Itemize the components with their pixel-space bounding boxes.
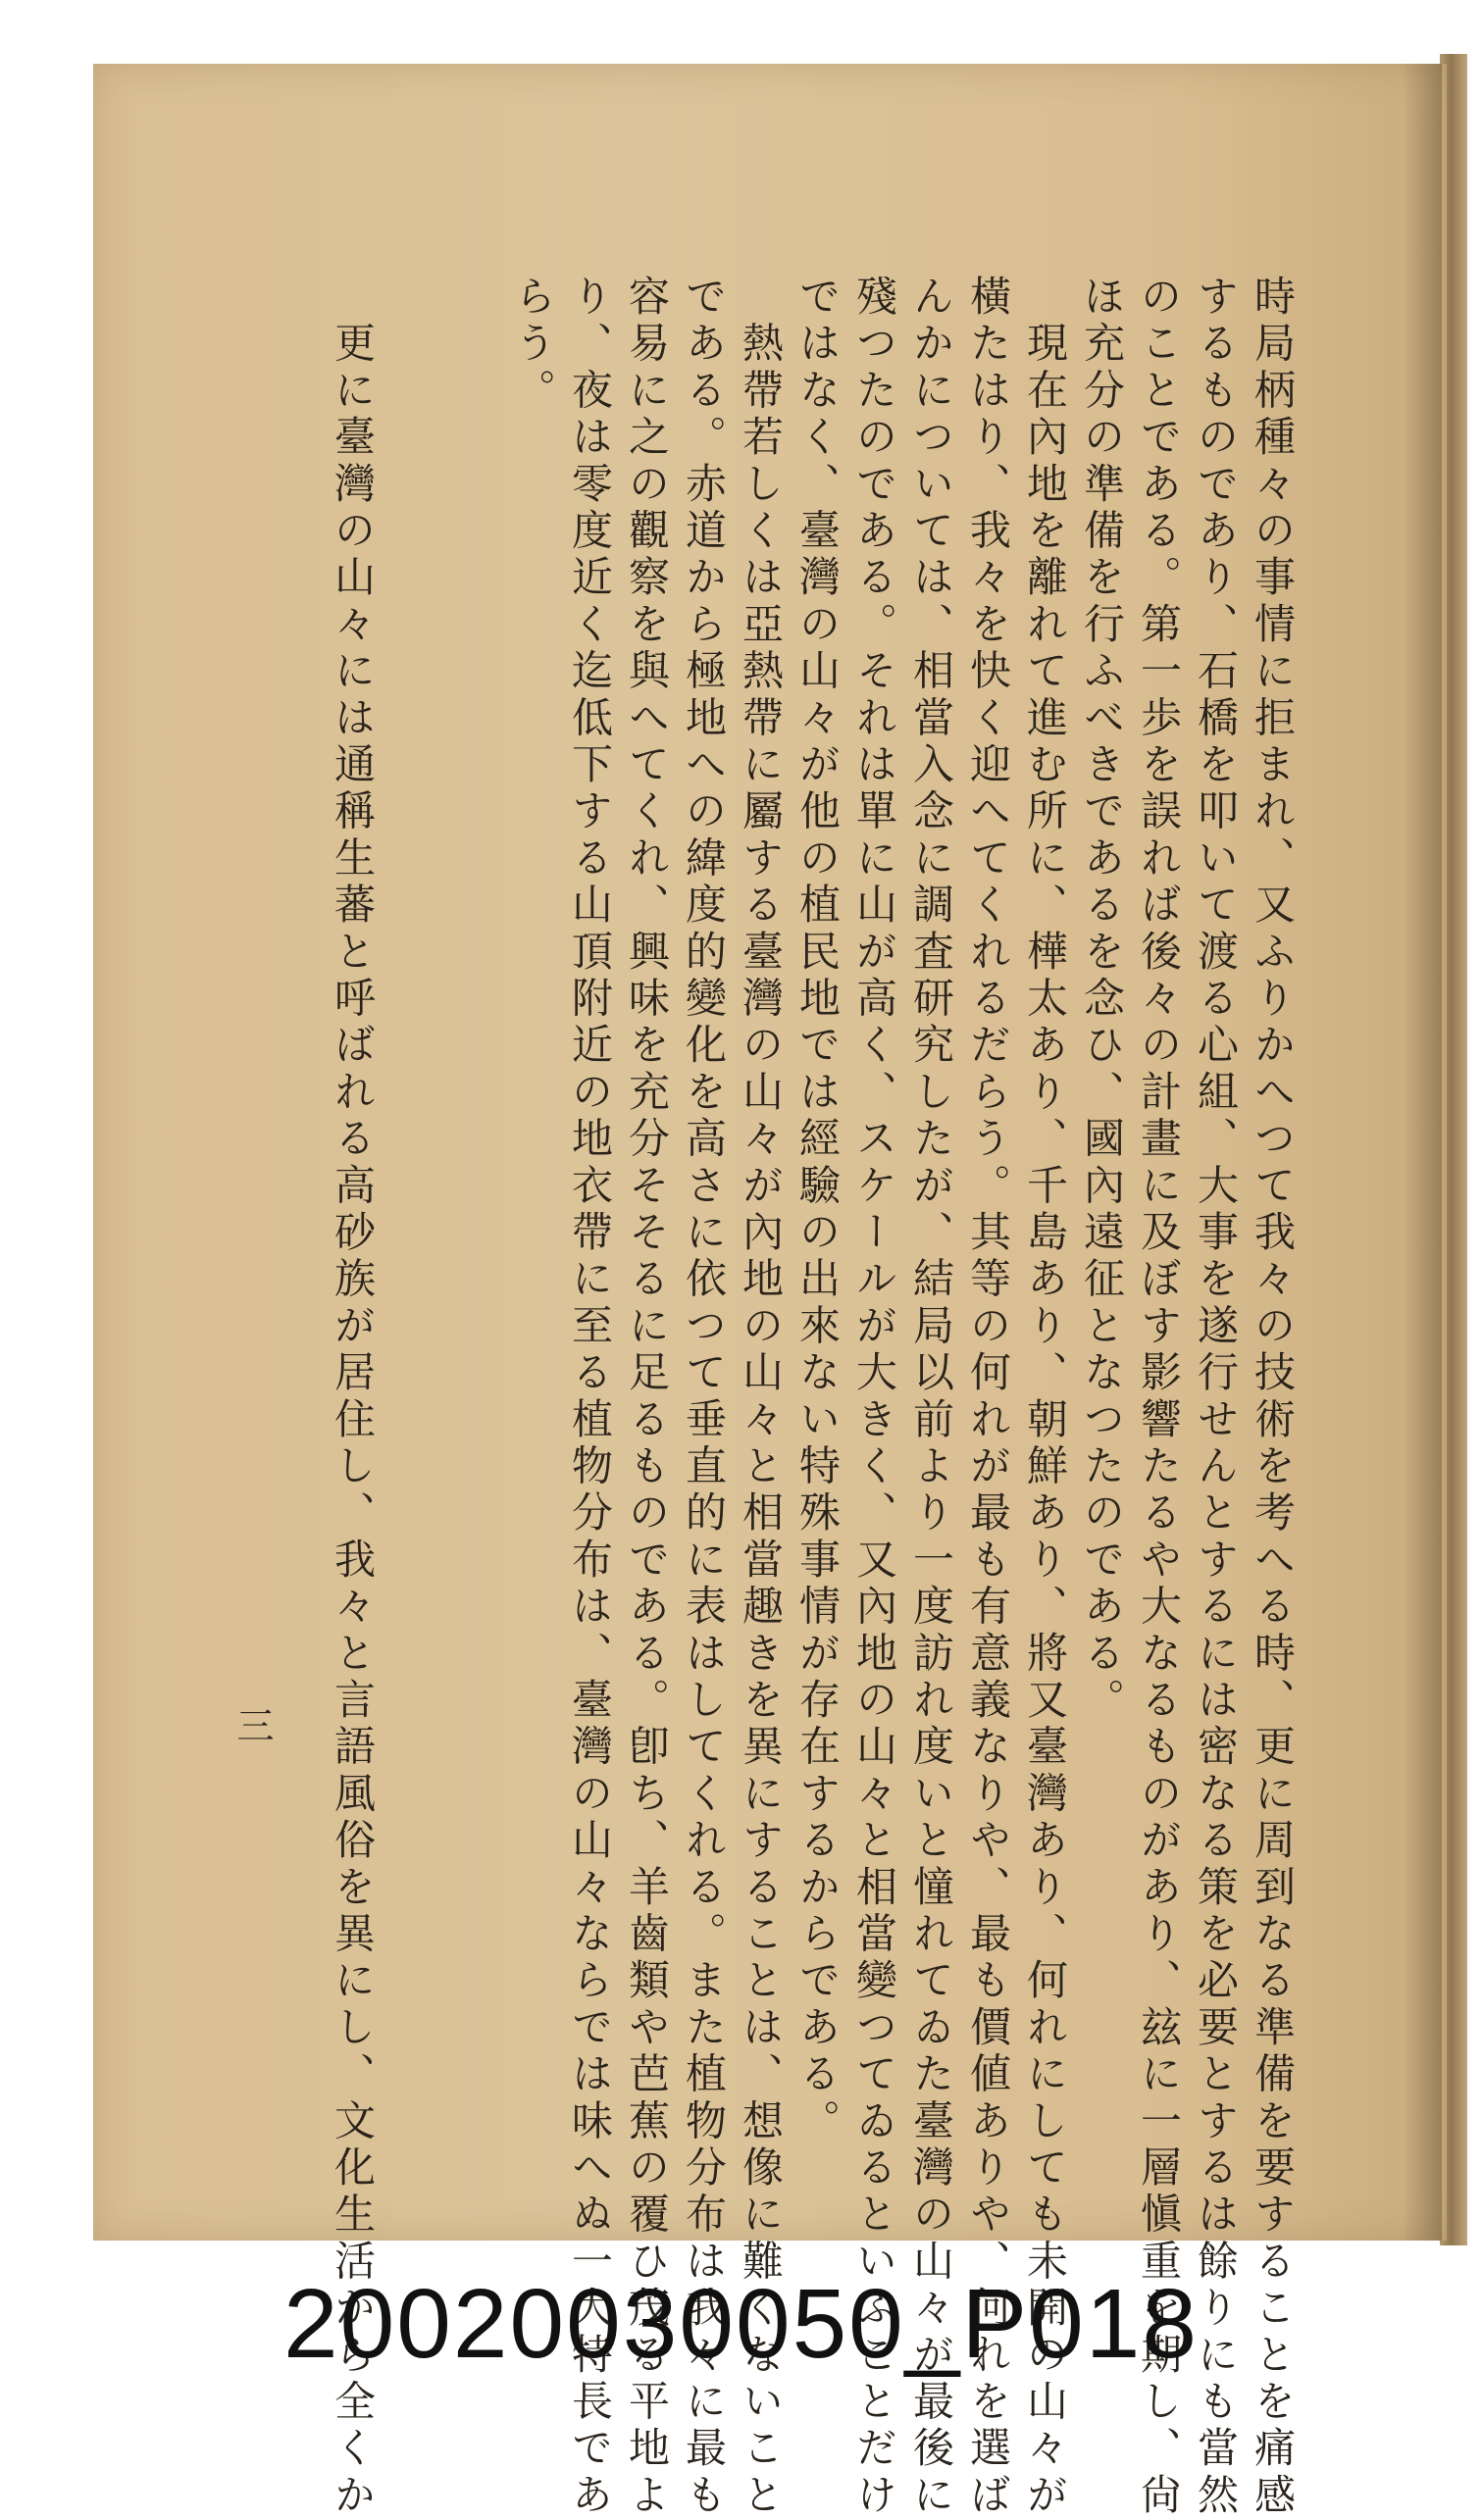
text-column-3: のことである。第一歩を誤れば後々の計畫に及ぼす影響たるや大なるものがあり、玆に一層愼重を期し、尙 (1135, 275, 1183, 2520)
text-column-12: 容易に之の觀察を與へてくれ、興味を充分そそるに足るものである。卽ち、羊齒類や芭蕉の覆ひ茂る平地よ (623, 275, 671, 2520)
text-column-7: んかについては、相當入念に調査研究したが、結局以前より一度訪れ度いと憧れてゐた臺灣の山々が最後に (907, 275, 955, 2520)
text-column-15: 更に臺灣の山々には通稱生蕃と呼ばれる高砂族が居住し、我々と言語風俗を異にし、文化生活から全くか (329, 275, 377, 2520)
text-column-9: ではなく、臺灣の山々が他の植民地では經驗の出來ない特殊事情が存在するからである。 (793, 275, 842, 2145)
text-column-10: 熱帶若しくは亞熱帶に屬する臺灣の山々が內地の山々と相當趣きを異にすることは、想像に難くないこと (737, 275, 785, 2520)
text-column-13: り、夜は零度近く迄低下する山頂附近の地衣帶に至る植物分布は、臺灣の山々ならでは味へぬ一大特長であ (566, 275, 614, 2520)
text-column-2: するものであり、石橋を叩いて渡る心組、大事を遂行せんとするには密なる策を必要とするは餘りにも當然 (1192, 275, 1240, 2520)
text-column-5: 現在內地を離れて進む所に、樺太あり、千島あり、朝鮮あり、將又臺灣あり、何れにしても未開の山々が (1021, 275, 1069, 2520)
text-column-6: 橫たはり、我々を快く迎へてくれるだらう。其等の何れが最も有意義なりや、最も價値ありや、何れを選ば (964, 275, 1012, 2520)
page-number: 三 (230, 1706, 274, 1743)
text-column-14: らう。 (509, 275, 557, 416)
text-column-8: 殘つたのである。それは單に山が高く、スケールが大きく、又內地の山々と相當變つてゐるといふことだけ (850, 275, 898, 2520)
text-column-4: ほ充分の準備を行ふべきであるを念ひ、國內遠征となつたのである。 (1078, 275, 1126, 1725)
text-column-1: 時局柄種々の事情に拒まれ、又ふりかへつて我々の技術を考へる時、更に周到なる準備を要することを痛感 (1249, 275, 1297, 2520)
text-column-11: である。赤道から極地への緯度的變化を高さに依つて垂直的に表はしてくれる。また植物分布は我々に最も (680, 275, 728, 2520)
binding-shadow (1403, 64, 1442, 2241)
image-caption: 20020030050_P018 (283, 2269, 1199, 2379)
